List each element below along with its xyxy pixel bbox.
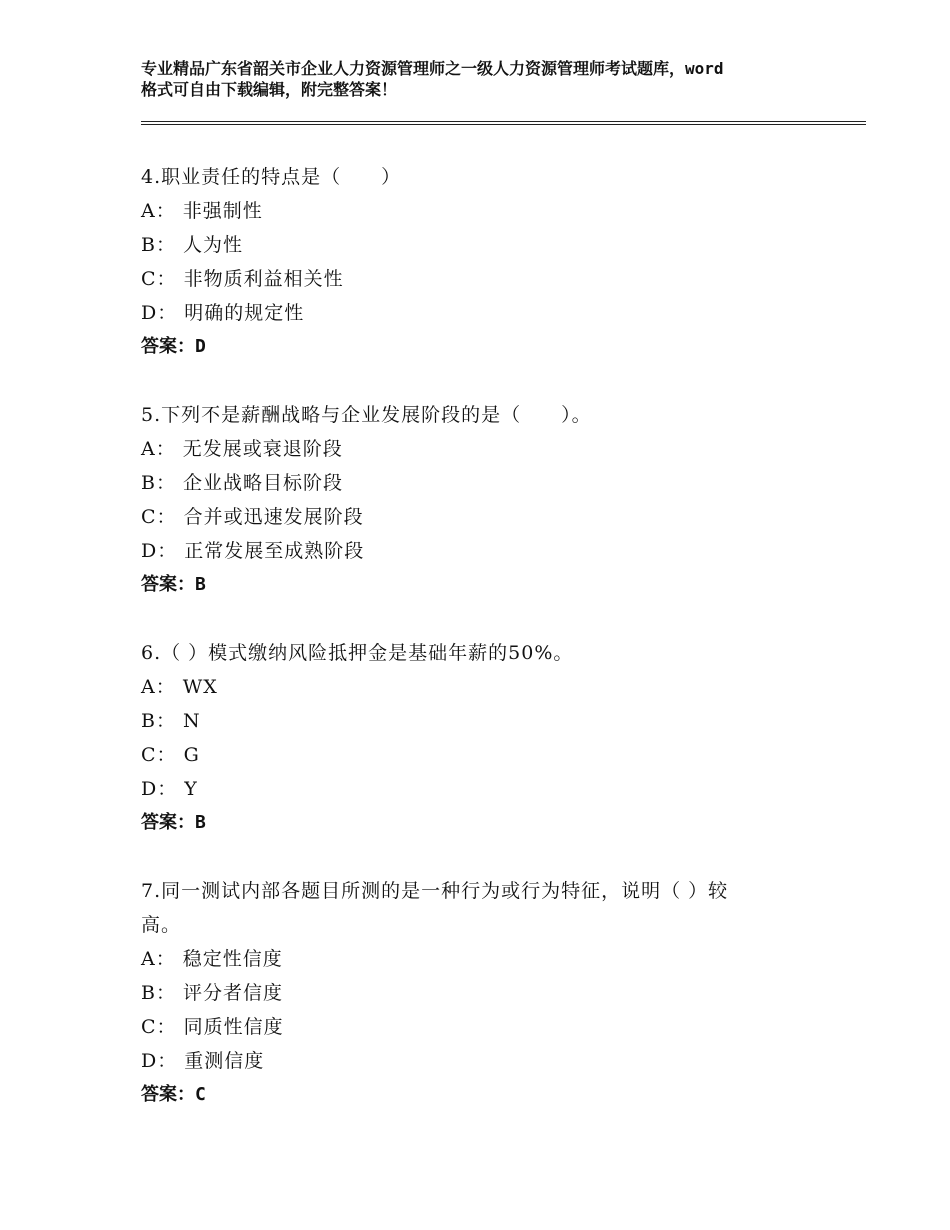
answer-label: 答案： [141, 812, 195, 833]
option-letter: D： [141, 302, 178, 324]
question-list [141, 160, 821, 1146]
option-a [141, 194, 821, 228]
question-7 [141, 874, 821, 1112]
option-text: 评分者信度 [183, 982, 284, 1004]
answer [141, 1078, 821, 1112]
header-line-2: 格式可自由下载编辑，附完整答案！ [141, 80, 398, 99]
option-text: Y [184, 778, 198, 800]
answer-label: 答案： [141, 336, 195, 357]
option-letter: D： [141, 1050, 178, 1072]
answer-label: 答案： [141, 1084, 195, 1105]
option-c [141, 1010, 821, 1044]
question-stem: 6.（ ）模式缴纳风险抵押金是基础年薪的50%。 [141, 642, 574, 664]
option-text: 重测信度 [184, 1050, 265, 1072]
question-stem: 7.同一测试内部各题目所测的是一种行为或行为特征，说明（ ）较 [141, 880, 729, 902]
question-stem-continued: 高。 [141, 914, 182, 936]
option-b [141, 704, 821, 738]
option-text: 正常发展至成熟阶段 [184, 540, 365, 562]
answer [141, 568, 821, 602]
option-text: 无发展或衰退阶段 [182, 438, 343, 460]
option-letter: C： [141, 744, 177, 766]
option-d [141, 772, 821, 806]
header-line-1: 专业精品广东省韶关市企业人力资源管理师之一级人力资源管理师考试题库，word [141, 59, 724, 78]
question-5 [141, 398, 821, 602]
option-letter: D： [141, 778, 178, 800]
option-text: 人为性 [183, 234, 244, 256]
option-letter: C： [141, 268, 177, 290]
question-stem: 5.下列不是薪酬战略与企业发展阶段的是（ ）。 [141, 404, 592, 426]
answer [141, 330, 821, 364]
answer-label: 答案： [141, 574, 195, 595]
option-text: G [183, 744, 200, 766]
option-c [141, 262, 821, 296]
option-letter: B： [141, 472, 176, 494]
option-text: WX [182, 676, 218, 698]
option-b [141, 466, 821, 500]
option-text: N [183, 710, 201, 732]
header-rule-2 [141, 124, 866, 125]
question-4 [141, 160, 821, 364]
option-text: 稳定性信度 [182, 948, 283, 970]
option-text: 合并或迅速发展阶段 [183, 506, 364, 528]
option-letter: A： [141, 438, 176, 460]
option-text: 非强制性 [182, 200, 263, 222]
option-a [141, 942, 821, 976]
option-letter: B： [141, 710, 176, 732]
question-stem: 4.职业责任的特点是（ ） [141, 166, 402, 188]
question-6 [141, 636, 821, 840]
option-text: 企业战略目标阶段 [183, 472, 344, 494]
option-letter: C： [141, 1016, 177, 1038]
document-header [141, 58, 841, 100]
answer-value: D [195, 336, 206, 357]
option-letter: A： [141, 948, 176, 970]
option-letter: C： [141, 506, 177, 528]
answer-value: C [195, 1084, 206, 1105]
option-d [141, 534, 821, 568]
option-a [141, 432, 821, 466]
option-c [141, 738, 821, 772]
option-text: 同质性信度 [183, 1016, 284, 1038]
answer-value: B [195, 812, 206, 833]
option-letter: A： [141, 676, 176, 698]
option-letter: B： [141, 234, 176, 256]
option-c [141, 500, 821, 534]
option-a [141, 670, 821, 704]
option-d [141, 296, 821, 330]
answer [141, 806, 821, 840]
option-b [141, 228, 821, 262]
option-letter: D： [141, 540, 178, 562]
option-text: 非物质利益相关性 [183, 268, 344, 290]
option-d [141, 1044, 821, 1078]
option-text: 明确的规定性 [184, 302, 305, 324]
option-b [141, 976, 821, 1010]
option-letter: A： [141, 200, 176, 222]
answer-value: B [195, 574, 206, 595]
option-letter: B： [141, 982, 176, 1004]
header-rule-1 [141, 121, 866, 122]
